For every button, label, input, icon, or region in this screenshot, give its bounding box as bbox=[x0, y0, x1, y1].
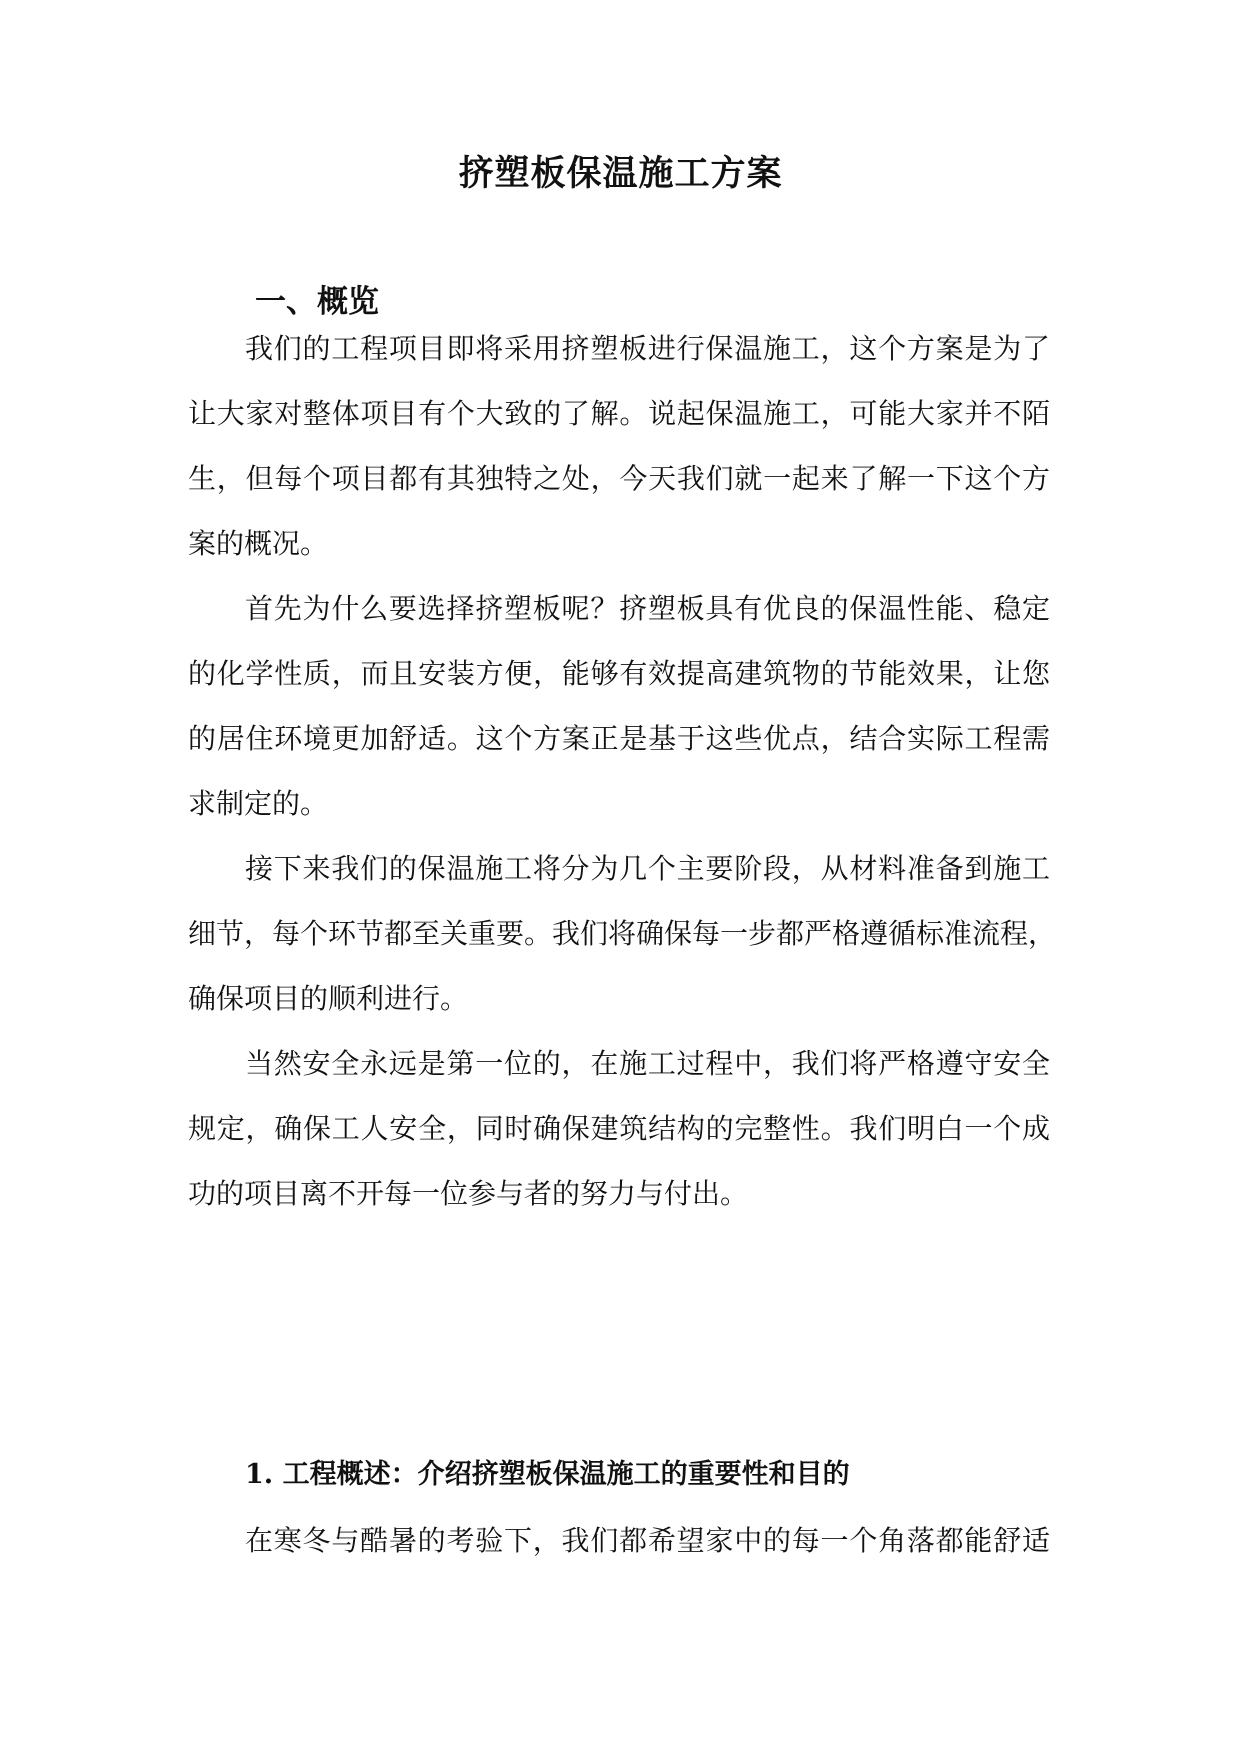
paragraph-line: 让大家对整体项目有个大致的了解。说起保温施工，可能大家并不陌 bbox=[188, 397, 1050, 430]
paragraph-line: 当然安全永远是第一位的，在施工过程中，我们将严格遵守安全 bbox=[245, 1047, 1050, 1080]
paragraph-line: 生，但每个项目都有其独特之处，今天我们就一起来了解一下这个方 bbox=[188, 462, 1050, 495]
paragraph-line: 接下来我们的保温施工将分为几个主要阶段，从材料准备到施工 bbox=[245, 852, 1050, 885]
paragraph-line: 的居住环境更加舒适。这个方案正是基于这些优点，结合实际工程需 bbox=[188, 722, 1050, 755]
paragraph-line: 在寒冬与酷暑的考验下，我们都希望家中的每一个角落都能舒适 bbox=[245, 1524, 1050, 1557]
paragraph-line: 规定，确保工人安全，同时确保建筑结构的完整性。我们明白一个成 bbox=[188, 1112, 1050, 1145]
paragraph-line: 首先为什么要选择挤塑板呢？挤塑板具有优良的保温性能、稳定 bbox=[245, 592, 1050, 625]
subsection-heading-project-overview: 1. 工程概述：介绍挤塑板保温施工的重要性和目的 bbox=[245, 1459, 850, 1490]
paragraph-line: 求制定的。 bbox=[188, 787, 329, 820]
paragraph-line: 确保项目的顺利进行。 bbox=[188, 982, 469, 1015]
paragraph-line: 细节，每个环节都至关重要。我们将确保每一步都严格遵循标准流程， bbox=[188, 917, 1057, 950]
section-heading-overview: 一、概览 bbox=[255, 284, 379, 320]
paragraph-line: 功的项目离不开每一位参与者的努力与付出。 bbox=[188, 1177, 749, 1210]
paragraph-line: 案的概况。 bbox=[188, 527, 329, 560]
paragraph-line: 的化学性质，而且安装方便，能够有效提高建筑物的节能效果，让您 bbox=[188, 657, 1050, 690]
document-title: 挤塑板保温施工方案 bbox=[458, 153, 783, 194]
paragraph-line: 我们的工程项目即将采用挤塑板进行保温施工，这个方案是为了 bbox=[245, 332, 1050, 365]
